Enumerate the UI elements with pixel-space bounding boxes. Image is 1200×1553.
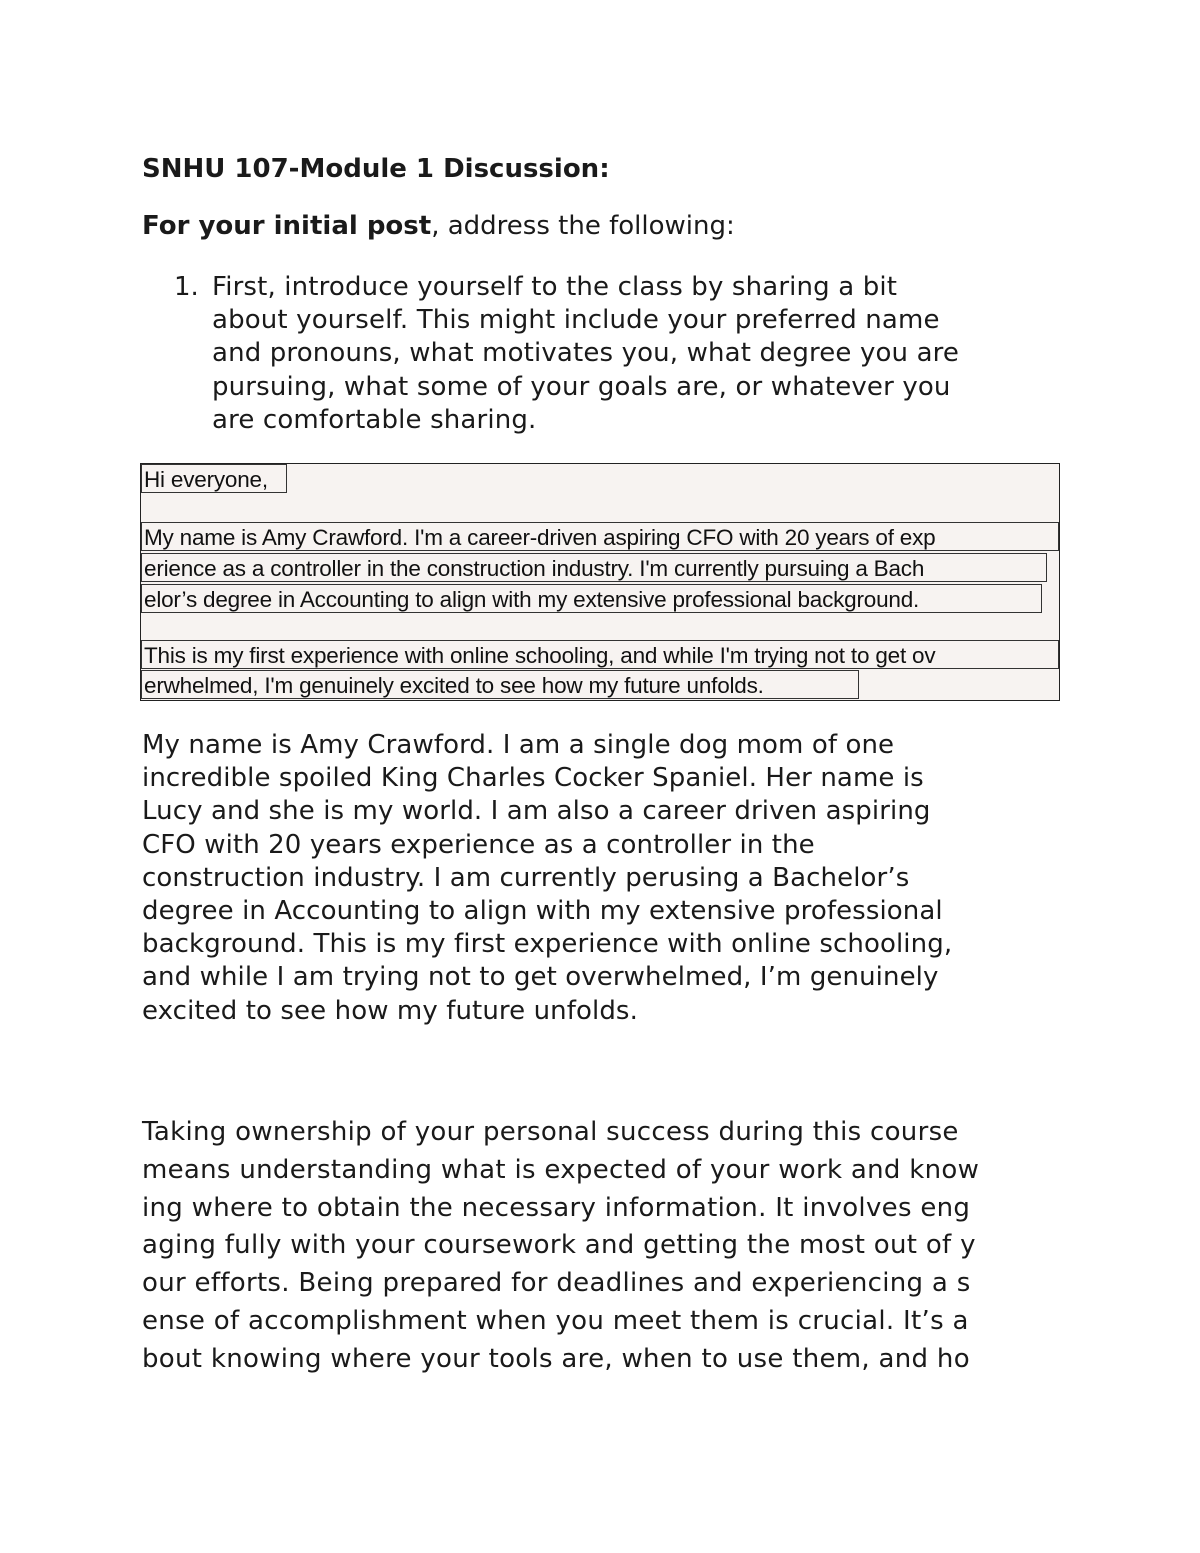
paragraph-line: My name is Amy Crawford. I am a single dog mom of one <box>142 730 895 760</box>
ownership-paragraph <box>142 1114 1102 1379</box>
instruction-list <box>174 271 1074 437</box>
instruction-line: pursuing, what some of your goals are, or whatever you <box>212 371 951 402</box>
intro-prompt <box>142 209 735 243</box>
paragraph-line: our efforts. Being prepared for deadlines and experiencing a s <box>142 1268 971 1299</box>
paragraph-line: Lucy and she is my world. I am also a career driven aspiring <box>142 796 931 827</box>
instruction-line: are comfortable sharing. <box>212 404 537 435</box>
intro-prompt-bold: For your initial post <box>142 211 432 241</box>
paragraph-line: CFO with 20 years experience as a controller in the <box>142 829 815 860</box>
paragraph-line: bout knowing where your tools are, when to use them, and ho <box>142 1343 970 1374</box>
pasted-reply-line: elor’s degree in Accounting to align with my extensive professional background. <box>141 584 1042 613</box>
pasted-reply-box <box>140 463 1060 701</box>
instruction-line: First, introduce yourself to the class by sharing a bit <box>212 272 898 302</box>
instruction-item <box>212 271 1052 437</box>
instruction-line: and pronouns, what motivates you, what degree you are <box>212 338 960 369</box>
paragraph-line: aging fully with your coursework and getting the most out of y <box>142 1230 976 1261</box>
document-title: SNHU 107-Module 1 Discussion: <box>142 154 610 184</box>
paragraph-line: incredible spoiled King Charles Cocker Spaniel. Her name is <box>142 763 924 794</box>
intro-prompt-rest: , address the following: <box>431 211 735 241</box>
intro-paragraph <box>142 729 1102 1028</box>
paragraph-line: construction industry. I am currently perusing a Bachelor’s <box>142 862 910 893</box>
paragraph-line: means understanding what is expected of your work and know <box>142 1154 980 1185</box>
pasted-reply-line: This is my first experience with online schooling, and while I'm trying not to get ov <box>141 640 1059 669</box>
instruction-number: 1. <box>174 272 199 302</box>
pasted-reply-line: Hi everyone, <box>141 464 287 493</box>
paragraph-line: ense of accomplishment when you meet them is crucial. It’s a <box>142 1305 969 1336</box>
paragraph-line: excited to see how my future unfolds. <box>142 995 638 1026</box>
paragraph-line: background. This is my first experience with online schooling, <box>142 929 953 960</box>
pasted-reply-line: My name is Amy Crawford. I'm a career-driven aspiring CFO with 20 years of exp <box>141 522 1059 551</box>
paragraph-line: degree in Accounting to align with my extensive professional <box>142 896 943 927</box>
paragraph-line: and while I am trying not to get overwhelmed, I’m genuinely <box>142 962 939 993</box>
paragraph-line: Taking ownership of your personal success during this course <box>142 1117 959 1147</box>
paragraph-line: ing where to obtain the necessary information. It involves eng <box>142 1192 971 1223</box>
pasted-reply-line: erwhelmed, I'm genuinely excited to see how my future unfolds. <box>141 670 859 699</box>
instruction-line: about yourself. This might include your preferred name <box>212 305 940 336</box>
pasted-reply-line: erience as a controller in the construction industry. I'm currently pursuing a Bach <box>141 553 1047 582</box>
